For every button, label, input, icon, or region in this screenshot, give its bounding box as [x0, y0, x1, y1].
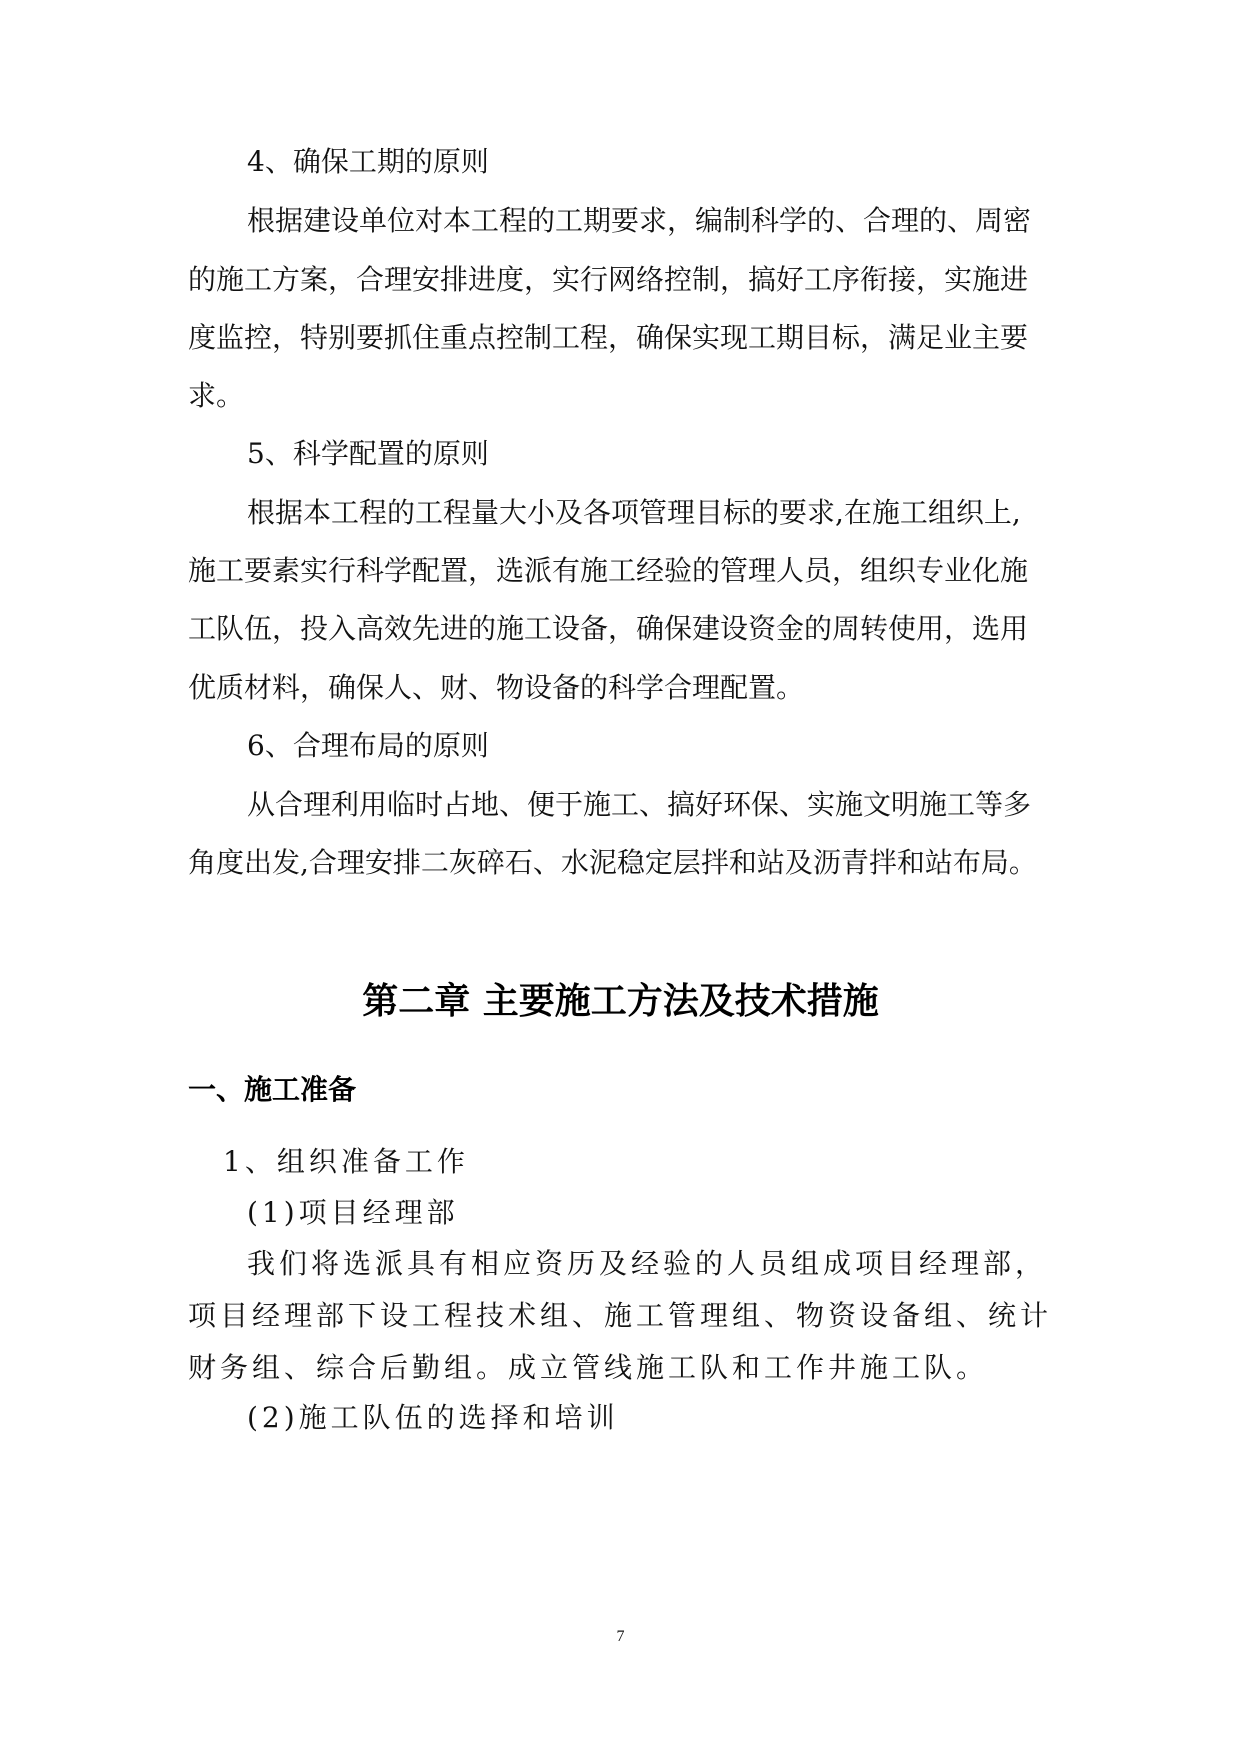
- paragraph-line: 度监控，特别要抓住重点控制工程，确保实现工期目标，满足业主要: [188, 321, 1029, 354]
- chapter-title: 第二章 主要施工方法及技术措施: [362, 981, 879, 1022]
- paragraph-line: 我们将选派具有相应资历及经验的人员组成项目经理部，: [247, 1247, 1048, 1280]
- section-5-heading: 5、科学配置的原则: [247, 437, 489, 470]
- page-number: 7: [616, 1628, 625, 1645]
- section-title: 一、施工准备: [188, 1073, 357, 1106]
- paragraph-line: 根据本工程的工程量大小及各项管理目标的要求,在施工组织上,: [247, 496, 1021, 529]
- paragraph-line: 优质材料，确保人、财、物设备的科学合理配置。: [188, 671, 805, 704]
- paragraph-line: 工队伍，投入高效先进的施工设备，确保建设资金的周转使用，选用: [188, 612, 1029, 645]
- section-4-heading: 4、确保工期的原则: [247, 145, 489, 178]
- paragraph-line: 根据建设单位对本工程的工期要求，编制科学的、合理的、周密: [247, 204, 1032, 237]
- paragraph-line: 角度出发,合理安排二灰碎石、水泥稳定层拌和站及沥青拌和站布局。: [188, 846, 1037, 879]
- paragraph-line: 求。: [188, 379, 245, 412]
- paragraph-line: 财务组、综合后勤组。成立管线施工队和工作井施工队。: [188, 1351, 989, 1384]
- paragraph-line: 的施工方案，合理安排进度，实行网络控制，搞好工序衔接，实施进: [188, 263, 1029, 296]
- item-1-heading: (1)项目经理部: [247, 1196, 459, 1229]
- subsection-heading: 1、组织准备工作: [223, 1145, 469, 1178]
- item-2-heading: (2)施工队伍的选择和培训: [247, 1401, 619, 1434]
- paragraph-line: 施工要素实行科学配置，选派有施工经验的管理人员，组织专业化施: [188, 554, 1029, 587]
- paragraph-line: 项目经理部下设工程技术组、施工管理组、物资设备组、统计: [188, 1299, 1053, 1332]
- section-6-heading: 6、合理布局的原则: [247, 729, 489, 762]
- paragraph-line: 从合理利用临时占地、便于施工、搞好环保、实施文明施工等多: [247, 788, 1032, 821]
